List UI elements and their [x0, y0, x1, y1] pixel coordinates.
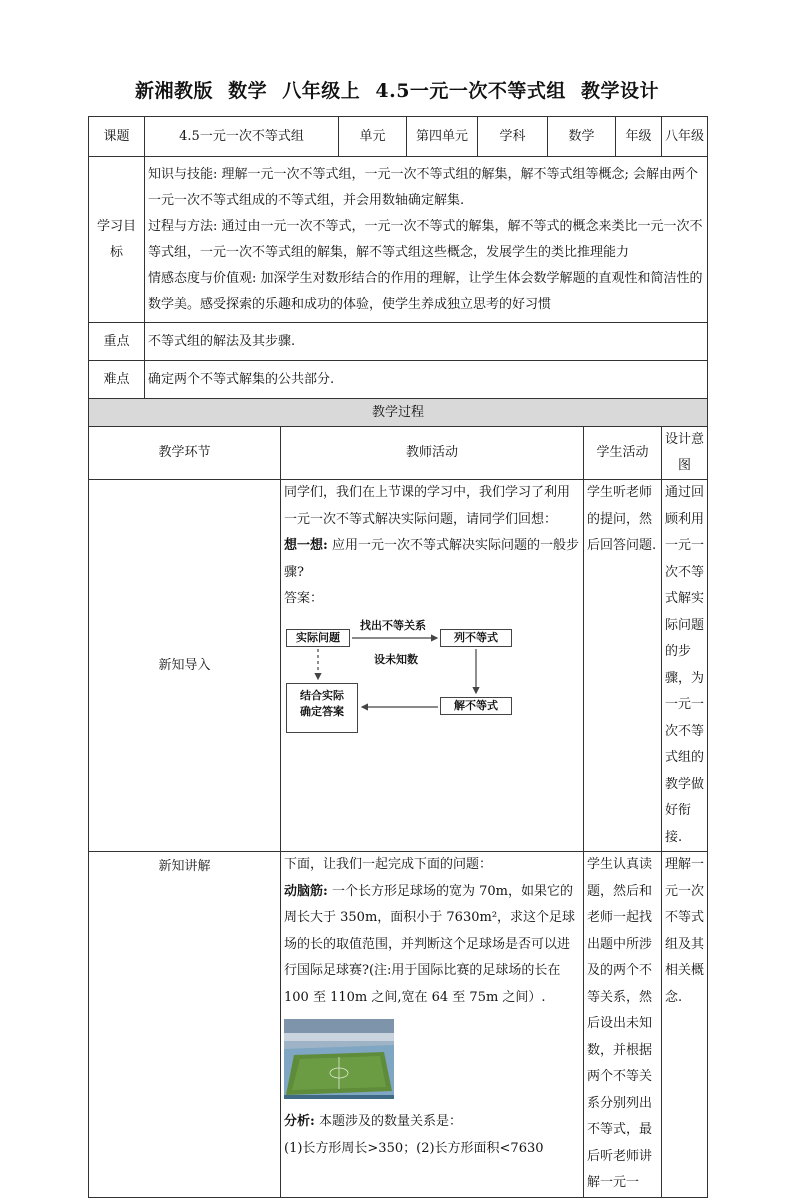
goals-label [89, 157, 145, 323]
teacher-activity-intro [281, 480, 584, 852]
flow-label-set-unknown: 设未知数 [374, 652, 418, 666]
course-label: 课题 [89, 117, 145, 157]
goal-process: 过程与方法: 通过由一元一次不等式，一元一次不等式的解集，解不等式的概念来类比一元一次不等式组，一元一次不等式组的解集，解不等式组这些概念，发展学生的类比推理能力 [148, 218, 703, 260]
difficulty-label: 难点 [89, 361, 145, 399]
relations-text: (1)长方形周长>350；(2)长方形面积<7630 [284, 1140, 544, 1156]
design-intent-explain: 理解一元一次不等式组及其相关概念. [662, 852, 708, 1198]
analysis-text: 本题涉及的数量关系是： [314, 1114, 462, 1129]
goals-label-text: 学习目标 [96, 218, 136, 260]
think-text: 应用一元一次不等式解决实际问题的一般步骤? [284, 538, 579, 580]
brain-label: 动脑筋: [284, 883, 328, 899]
col-teacher: 教师活动 [281, 427, 584, 480]
col-intent: 设计意图 [662, 427, 708, 480]
student-activity-intro: 学生听老师的提问，然后回答问题. [584, 480, 662, 852]
flow-arrows [284, 621, 524, 741]
process-heading: 教学过程 [89, 399, 708, 427]
design-intent-intro: 通过回顾利用一元一次不等式解实际问题的步骤，为一元一次不等式组的教学做好衔接. [662, 480, 708, 852]
unit-label: 单元 [339, 117, 407, 157]
title-lesson: 4.5一元一次不等式组 [375, 80, 566, 102]
process-row-intro [89, 480, 708, 852]
key-point-value: 不等式组的解法及其步骤. [145, 323, 708, 361]
think-line [284, 533, 580, 586]
difficulty-row [89, 361, 708, 399]
goals-row [89, 157, 708, 323]
subject-label: 学科 [478, 117, 548, 157]
steps-flowchart [284, 618, 524, 741]
process-columns-row [89, 427, 708, 480]
flow-box-real-problem: 实际问题 [286, 629, 350, 647]
brain-line [284, 879, 580, 1012]
course-value: 4.5一元一次不等式组 [145, 117, 339, 157]
teacher-activity-explain [281, 852, 584, 1198]
unit-value: 第四单元 [407, 117, 478, 157]
lesson-plan-table [88, 116, 708, 1198]
stage-intro: 新知导入 [89, 480, 281, 852]
think-label: 想一想: [284, 538, 328, 553]
title-type: 教学设计 [581, 80, 660, 102]
flow-box-check-answer-line1: 结合实际 [300, 688, 344, 702]
goal-knowledge: 知识与技能: 理解一元一次不等式组，一元一次不等式组的解集，解不等式组等概念; 会解由两个一元一次不等式组成的不等式组，并会用数轴确定解集. [148, 166, 699, 208]
col-stage: 教学环节 [89, 427, 281, 480]
col-student: 学生活动 [584, 427, 662, 480]
analysis-label: 分析: [284, 1114, 315, 1129]
header-row [89, 117, 708, 157]
stage-explain: 新知讲解 [89, 852, 281, 1198]
process-row-explain [89, 852, 708, 1198]
title-grade: 八年级上 [282, 80, 361, 102]
goals-content [145, 157, 708, 323]
process-heading-row [89, 399, 708, 427]
key-point-label: 重点 [89, 323, 145, 361]
flow-box-write-inequality: 列不等式 [440, 629, 512, 647]
flow-box-check-answer-line2: 确定答案 [300, 704, 344, 718]
explain-intro: 下面，让我们一起完成下面的问题： [284, 857, 493, 872]
grade-value: 八年级 [662, 117, 708, 157]
grade-label: 年级 [616, 117, 662, 157]
key-point-row [89, 323, 708, 361]
stadium-photo [284, 1019, 394, 1099]
difficulty-value: 确定两个不等式解集的公共部分. [145, 361, 708, 399]
subject-value: 数学 [548, 117, 616, 157]
flow-label-find-relation: 找出不等关系 [360, 618, 426, 632]
flow-box-solve-inequality: 解不等式 [440, 697, 512, 715]
title-publisher: 新湘教版 [134, 80, 213, 102]
title-subject: 数学 [228, 80, 268, 102]
student-activity-explain: 学生认真读题，然后和老师一起找出题中所涉及的两个不等关系，然后设出未知数，并根据两个不等关系分别列出不等式，最后听老师讲解一元一 [584, 852, 662, 1198]
document-title [0, 76, 794, 103]
goal-attitude: 情感态度与价值观: 加深学生对数形结合的作用的理解，让学生体会数学解题的直观性和简洁性的数学美。感受探索的乐趣和成功的体验，使学生养成独立思考的好习惯 [148, 270, 703, 312]
teacher-intro-text: 同学们，我们在上节课的学习中，我们学习了利用一元一次不等式解决实际问题，请同学们回想： [284, 485, 571, 527]
brain-text: 一个长方形足球场的宽为 70m，如果它的周长大于 350m，面积小于 7630m²，求这个足球场的长的取值范围，并判断这个足球场是否可以进行国际足球赛?(注:用于国际比赛的足球场的长在 100 至 110m 之间,宽在 64 至 75m 之间）. [284, 883, 576, 1005]
answer-label: 答案： [284, 591, 324, 606]
analysis-line [284, 1109, 580, 1136]
